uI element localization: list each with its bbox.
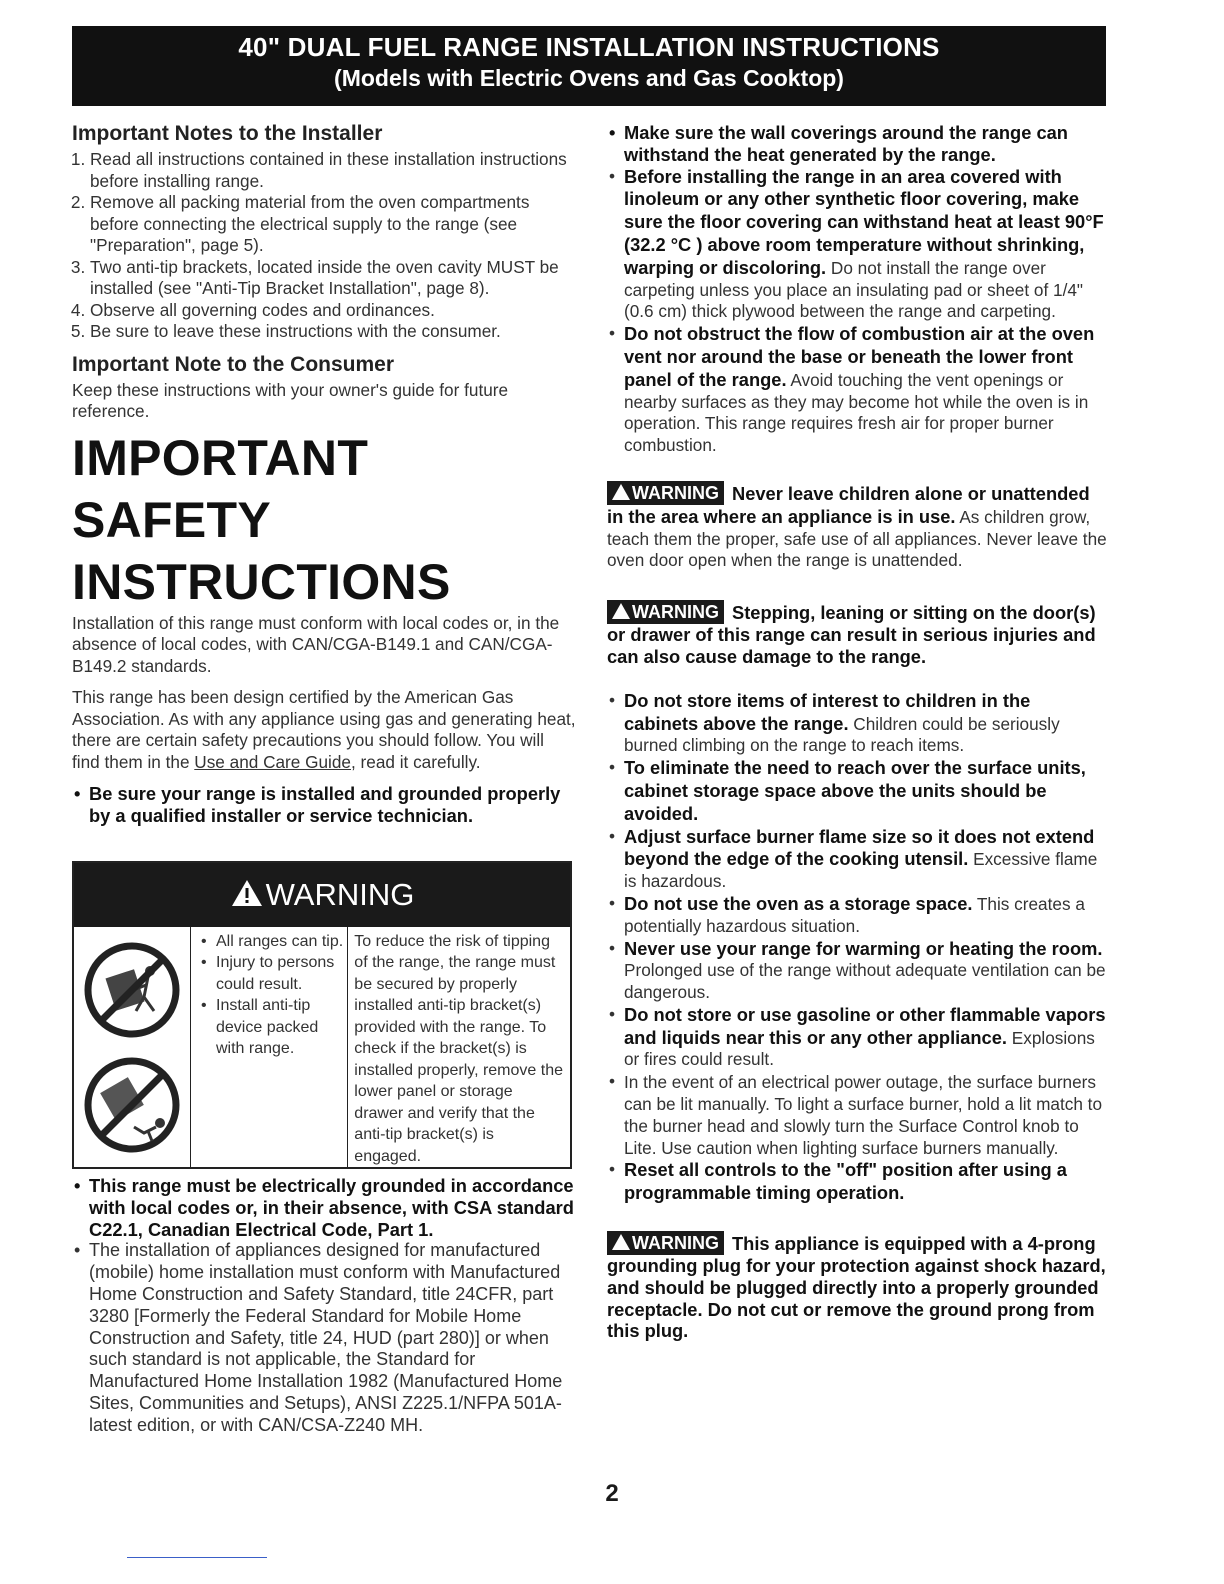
bullet-text: Avoid touching the vent openings or nearby surfaces as they may become hot while the oven is in operation. This range requires fresh air for proper burner combustion.: [624, 369, 1089, 456]
bullet-bold: Do not obstruct the flow of combustion air at the oven vent nor around the base or beneath the lower front panel of the range.: [624, 323, 1095, 390]
bullet-text: This creates a potentially hazardous situation.: [624, 893, 1085, 936]
consumer-text: Keep these instructions with your owner's guide for future reference.: [72, 379, 509, 421]
warning-badge-text: WARNING: [632, 482, 719, 503]
safety-para2: [72, 687, 576, 773]
list-item: • Injury to persons could result.: [199, 952, 343, 995]
footer-divider: [127, 1557, 267, 1558]
list-item: • The installation of appliances designed for manufactured (mobile) home installation must conform with Manufactured Home Construction and Safety Standard, title 24CFR, part 3280 [Formerly the Federal Standard for Mobile Home Construction and Safety, title 24, HUD (part 280)] or when such standard is not applicable, the Standard for Manufactured Home Installation 1982 (Manufactured Home Sites, Communities and Setups), ANSI Z225.1/NFPA 501A-latest edition, or with CAN/CSA-Z240 MH.: [72, 1240, 576, 1436]
list-item: • Make sure the wall coverings around the range can withstand the heat generated by the range.: [607, 122, 1107, 166]
installer-heading: Important Notes to the Installer: [72, 122, 383, 145]
safety-title-line1: IMPORTANT SAFETY: [72, 429, 369, 548]
warning-badge-text: WARNING: [632, 602, 719, 623]
list-item: [607, 323, 1107, 457]
warning-badge-text: WARNING: [632, 1233, 719, 1254]
list-item: [607, 938, 1107, 1004]
left-column: [72, 122, 576, 1437]
list-item: [607, 893, 1107, 938]
page-number: 2: [605, 1480, 619, 1507]
installer-list: [72, 149, 576, 343]
warning-triangle-icon: [230, 878, 264, 908]
bullet-text: Do not install the range over carpeting unless you place an insulating pad or sheet of 1/4" (0.6 cm) thick plywood between the range and carpeting.: [624, 257, 1084, 322]
right-column: [607, 122, 1107, 1342]
safety-title-line2: INSTRUCTIONS: [72, 553, 451, 610]
list-item: • Install anti-tip device packed with range.: [199, 995, 343, 1060]
para2-text: This range has been design certified by the American Gas Association. As with any appliance using gas and generating heat, there are certain safety precautions you should follow. You will find them in the: [72, 687, 576, 772]
title-banner: [72, 26, 1106, 106]
warning-text: As children grow, teach them the proper, safe use of all appliances. Never leave the oven door open when the range is unattended.: [607, 506, 1107, 571]
warning-instructions: To reduce the risk of tipping of the range, the range must be secured by properly installed anti-tip bracket(s) provided with the range. To check if the bracket(s) is installed properly, remove the lower panel or storage drawer and verify that the anti-tip bracket(s) is engaged.: [354, 932, 563, 1165]
para2-text-end: , read it carefully.: [350, 751, 481, 772]
right-bullets: [607, 690, 1107, 1205]
warning-triangle-icon: [612, 1234, 630, 1250]
bullet-bold: Never use your range for warming or heating the room.: [624, 937, 1103, 959]
warning-header-text: WARNING: [265, 876, 415, 912]
tip-warning-box: [72, 861, 572, 1170]
warning-triangle-icon: [612, 484, 630, 500]
warning-grounding-plug: [607, 1231, 1107, 1342]
list-item: • This range must be electrically grounded in accordance with local codes or, in their absence, with CSA standard C22.1, Canadian Electrical Code, Part 1.: [72, 1175, 576, 1240]
tipping-hazard-icon: [74, 927, 190, 1167]
bullet-text: Children could be seriously burned climbing on the range to reach items.: [624, 713, 1060, 756]
list-item: [607, 757, 1107, 825]
warning-badge: [607, 1231, 724, 1255]
list-item: [607, 1159, 1107, 1205]
banner-title: 40" DUAL FUEL RANGE INSTALLATION INSTRUCTIONS: [238, 32, 940, 62]
warning-badge: [607, 600, 724, 624]
bullet-bold: To eliminate the need to reach over the surface units, cabinet storage space above the units should be avoided.: [624, 757, 1086, 824]
bullet-bold: Before installing the range in an area covered with linoleum or any other synthetic floor covering, make sure the floor covering can withstand heat at least 90°F (32.2 °C ) above room temperature without shrinking, warping or discoloring.: [624, 165, 1104, 278]
banner-subtitle: (Models with Electric Ovens and Gas Cooktop): [334, 65, 844, 91]
warning-grid: [74, 927, 570, 1168]
use-care-guide-link[interactable]: Use and Care Guide: [194, 751, 351, 772]
warning-bold: Never leave children alone or unattended in the area where an appliance is in use.: [607, 482, 1090, 527]
warning-pictograms: [74, 927, 191, 1167]
bullet-text: Excessive flame is hazardous.: [624, 849, 1098, 892]
left-bullets: [72, 1175, 576, 1437]
list-item: 3. Two anti-tip brackets, located inside the oven cavity MUST be installed (see "Anti-Tip Bracket Installation", page 8).: [90, 257, 576, 300]
list-item: [607, 826, 1107, 893]
list-item: • All ranges can tip.: [199, 931, 343, 953]
right-top-bullets: [607, 122, 1107, 457]
consumer-heading: Important Note to the Consumer: [72, 352, 395, 376]
grounded-bullet: [72, 783, 576, 827]
list-item: [607, 1004, 1107, 1071]
list-item: 2. Remove all packing material from the oven compartments before connecting the electrical supply to the range (see "Preparation", page 5).: [90, 192, 576, 257]
warning-bold: Stepping, leaning or sitting on the door(s) or drawer of this range can result in serious injuries and can also cause damage to the range.: [607, 602, 1096, 667]
list-item: • Be sure your range is installed and grounded properly by a qualified installer or service technician.: [72, 783, 576, 827]
bullet-text: Explosions or fires could result.: [624, 1027, 1095, 1070]
warning-bullet-list: [199, 931, 343, 1060]
safety-para1: Installation of this range must conform with local codes or, in the absence of local codes, with CAN/CGA-B149.1 and CAN/CGA-B149.2 standards.: [72, 612, 560, 676]
list-item: [607, 166, 1107, 324]
list-item: [607, 690, 1107, 757]
bullet-text: Prolonged use of the range without adequate ventilation can be dangerous.: [624, 960, 1106, 1003]
warning-triangle-icon: [612, 603, 630, 619]
list-item: [607, 1071, 1107, 1159]
bullet-bold: Adjust surface burner flame size so it does not extend beyond the edge of the cooking utensil.: [624, 825, 1095, 870]
warning-bold: This appliance is equipped with a 4-prong grounding plug for your protection against shock hazard, and should be plugged directly into a properly grounded receptacle. Do not cut or remove the ground prong from this plug.: [607, 1233, 1106, 1342]
warning-badge: [607, 481, 724, 505]
warning-children: [607, 481, 1107, 572]
warning-stepping: [607, 600, 1107, 668]
safety-title: [72, 427, 576, 613]
list-item: 5. Be sure to leave these instructions with the consumer.: [90, 321, 576, 343]
list-item: 4. Observe all governing codes and ordinances.: [90, 300, 576, 322]
warning-header: [74, 863, 570, 927]
warning-bullets: [191, 927, 348, 1168]
bullet-bold: Reset all controls to the "off" position after using a programmable timing operation.: [624, 1159, 1067, 1204]
bullet-bold: Do not use the oven as a storage space.: [624, 892, 973, 914]
bullet-bold: Do not store or use gasoline or other flammable vapors and liquids near this or any other appliance.: [624, 1003, 1106, 1048]
list-item: 1. Read all instructions contained in these installation instructions before installing range.: [90, 149, 576, 192]
bullet-text: In the event of an electrical power outage, the surface burners can be lit manually. To light a surface burner, hold a lit match to the burner head and slowly turn the Surface Control knob to Lite. Use caution when lighting surface burners manually.: [624, 1072, 1103, 1158]
bullet-bold: Do not store items of interest to children in the cabinets above the range.: [624, 689, 1031, 734]
